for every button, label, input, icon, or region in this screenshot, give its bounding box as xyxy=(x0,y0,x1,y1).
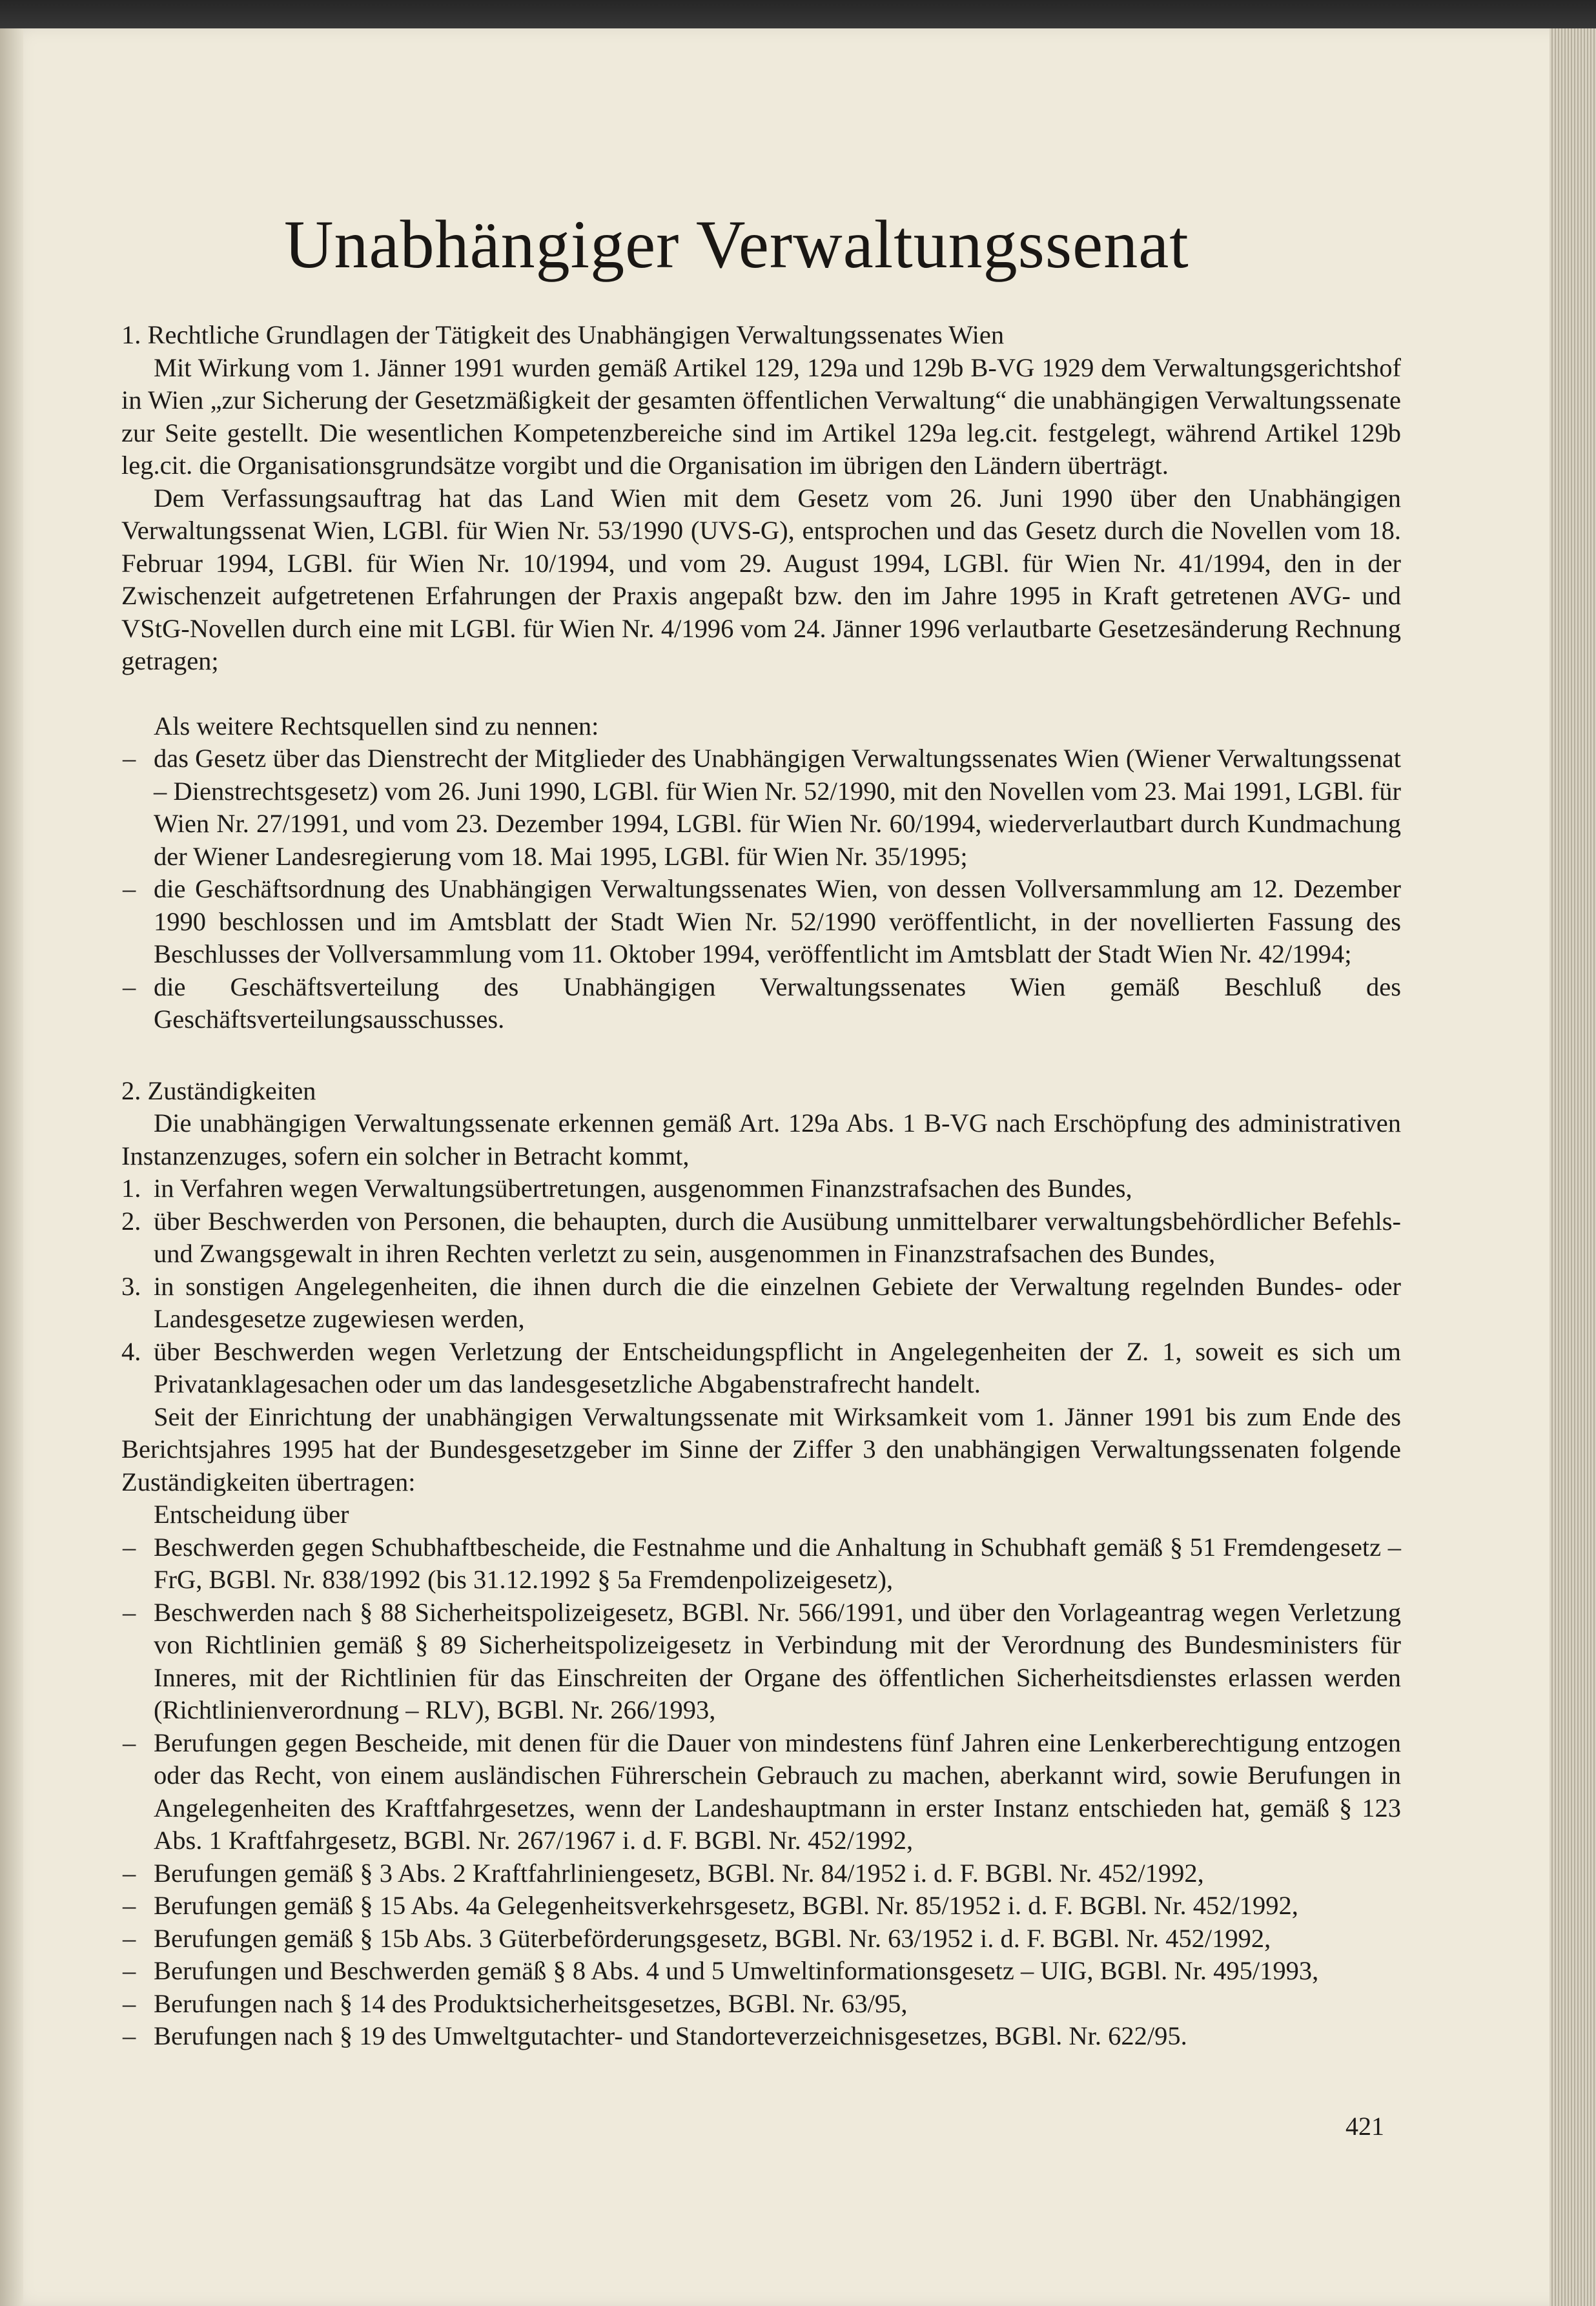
section-1-paragraph-2: Dem Verfassungsauftrag hat das Land Wien mit dem Gesetz vom 26. Juni 1990 über den Unabhängigen Verwaltungssenat Wien, LGBl. für Wien Nr. 53/1990 (UVS-G), entsprochen und das Gesetz durch die Novellen vom 18. Februar 1994, LGBl. für Wien Nr. 10/1994, und vom 29. August 1994, LGBl. für Wien Nr. 41/1994, den in der Zwischenzeit aufgetretenen Erfahrungen der Praxis angepaßt bzw. den im Jahre 1995 in Kraft getretenen AVG- und VStG-Novellen durch eine mit LGBl. für Wien Nr. 4/1996 vom 24. Jänner 1996 verlautbarte Gesetzesänderung Rechnung getragen; xyxy=(121,483,1401,675)
spacer xyxy=(121,678,1401,710)
list-item-text: in Verfahren wegen Verwaltungsübertretungen, ausgenommen Finanzstrafsachen des Bundes, xyxy=(154,1174,1132,1203)
list-item xyxy=(121,1597,1401,1727)
legal-sources-list xyxy=(121,742,1401,1036)
dash-marker: – xyxy=(123,1988,136,2018)
page-content xyxy=(121,319,1401,2053)
page-edge xyxy=(1550,28,1596,2306)
dash-marker: – xyxy=(123,1597,136,1627)
section-2-paragraph-2: Seit der Einrichtung der unabhängigen Verwaltungssenate mit Wirksamkeit vom 1. Jänner 1991 bis zum Ende des Berichtsjahres 1995 hat der Bundesgesetzgeber im Sinne der Ziffer 3 den unabhängigen Verwaltungssenaten folgende Zuständigkeiten übertragen: xyxy=(121,1402,1401,1496)
list-item-text: Berufungen gemäß § 3 Abs. 2 Kraftfahrliniengesetz, BGBl. Nr. 84/1952 i. d. F. BGBl. Nr. 452/1992, xyxy=(154,1858,1204,1888)
list-item-text: das Gesetz über das Dienstrecht der Mitglieder des Unabhängigen Verwaltungssenates Wien (Wiener Verwaltungssenat – Dienstrechtsgesetz) vom 26. Juni 1990, LGBl. für Wien Nr. 52/1990, mit den Novellen vom 23. Mai 1991, LGBl. für Wien Nr. 27/1991, und vom 23. Dezember 1994, LGBl. für Wien Nr. 60/1994, wiederverlautbart durch Kundmachung der Wiener Landesregierung vom 18. Mai 1995, LGBl. für Wien Nr. 35/1995; xyxy=(154,744,1401,871)
dash-marker: – xyxy=(123,1956,136,1985)
dash-marker: – xyxy=(123,1891,136,1920)
number-marker: 4. xyxy=(121,1336,141,1366)
list-item xyxy=(121,2020,1401,2053)
number-marker: 3. xyxy=(121,1271,141,1301)
list-item-text: Berufungen nach § 14 des Produktsicherheitsgesetzes, BGBl. Nr. 63/95, xyxy=(154,1988,908,2018)
list-item xyxy=(121,1270,1401,1336)
spacer xyxy=(121,1036,1401,1075)
dash-marker: – xyxy=(123,972,136,1001)
list-item xyxy=(121,1988,1401,2021)
section-1-paragraph-1: Mit Wirkung vom 1. Jänner 1991 wurden gemäß Artikel 129, 129a und 129b B-VG 1929 dem Verwaltungsgerichtshof in Wien „zur Sicherung der Gesetzmäßigkeit der gesamten öffentlichen Verwaltung“ die unabhängigen Verwaltungssenate zur Seite gestellt. Die wesentlichen Kompetenzbereiche sind im Artikel 129a leg.cit. festgelegt, während Artikel 129b leg.cit. die Organisationsgrundsätze vorgibt und die Organisation im übrigen den Ländern überträgt. xyxy=(121,352,1401,480)
list-item xyxy=(121,971,1401,1036)
list-item xyxy=(121,1955,1401,1988)
list-item-text: Beschwerden gegen Schubhaftbescheide, die Festnahme und die Anhaltung in Schubhaft gemäß § 51 Fremdengesetz – FrG, BGBl. Nr. 838/1992 (bis 31.12.1992 § 5a Fremdenpolizeigesetz), xyxy=(154,1532,1401,1594)
list-item xyxy=(121,1923,1401,1955)
dash-marker: – xyxy=(123,874,136,903)
book-gutter xyxy=(0,28,23,2306)
list-item-text: Berufungen nach § 19 des Umweltgutachter- und Standorteverzeichnisgesetzes, BGBl. Nr. 622/95. xyxy=(154,2021,1187,2050)
page-title: Unabhängiger Verwaltungssenat xyxy=(284,207,1189,282)
list-item xyxy=(121,1890,1401,1923)
section-2-heading: 2. Zuständigkeiten xyxy=(121,1076,316,1105)
list-item-text: Berufungen gemäß § 15b Abs. 3 Güterbeförderungsgesetz, BGBl. Nr. 63/1952 i. d. F. BGBl. Nr. 452/1992, xyxy=(154,1923,1271,1953)
section-2-paragraph-3: Entscheidung über xyxy=(154,1500,349,1529)
number-marker: 2. xyxy=(121,1206,141,1236)
dash-marker: – xyxy=(123,1858,136,1888)
section-2-paragraph-1: Die unabhängigen Verwaltungssenate erkennen gemäß Art. 129a Abs. 1 B-VG nach Erschöpfung des administrativen Instanzenzuges, sofern ein solcher in Betracht kommt, xyxy=(121,1108,1401,1170)
dash-marker: – xyxy=(123,1923,136,1953)
section-1-heading: 1. Rechtliche Grundlagen der Tätigkeit des Unabhängigen Verwaltungssenates Wien xyxy=(121,320,1005,349)
section-1-paragraph-3: Als weitere Rechtsquellen sind zu nennen: xyxy=(154,711,599,740)
list-item xyxy=(121,1531,1401,1597)
dash-marker: – xyxy=(123,744,136,773)
list-item-text: die Geschäftsordnung des Unabhängigen Verwaltungssenates Wien, von dessen Vollversammlung am 12. Dezember 1990 beschlossen und im Amtsblatt der Stadt Wien Nr. 52/1990 veröffentlicht, in der novellierten Fassung des Beschlusses der Vollversammlung vom 11. Oktober 1994, veröffentlicht im Amtsblatt der Stadt Wien Nr. 42/1994; xyxy=(154,874,1401,968)
list-item-text: in sonstigen Angelegenheiten, die ihnen durch die die einzelnen Gebiete der Verwaltung regelnden Bundes- oder Landesgesetze zugewiesen werden, xyxy=(154,1271,1401,1333)
page-number: 421 xyxy=(1345,2112,1384,2141)
dash-marker: – xyxy=(123,1532,136,1562)
list-item-text: Berufungen gegen Bescheide, mit denen für die Dauer von mindestens fünf Jahren eine Lenkerberechtigung entzogen oder das Recht, von einem ausländischen Führerschein Gebrauch zu machen, aberkannt wird, sowie Berufungen in Angelegenheiten des Kraftfahrgesetzes, wenn der Landeshauptmann in erster Instanz entschieden hat, gemäß § 123 Abs. 1 Kraftfahrgesetz, BGBl. Nr. 267/1967 i. d. F. BGBl. Nr. 452/1992, xyxy=(154,1728,1401,1855)
number-marker: 1. xyxy=(121,1174,141,1203)
list-item xyxy=(121,742,1401,873)
dash-marker: – xyxy=(123,2021,136,2050)
list-item xyxy=(121,1336,1401,1401)
list-item-text: die Geschäftsverteilung des Unabhängigen Verwaltungssenates Wien gemäß Beschluß des Geschäftsverteilungsausschusses. xyxy=(154,972,1401,1034)
list-item xyxy=(121,1172,1401,1205)
list-item xyxy=(121,1727,1401,1857)
list-item xyxy=(121,873,1401,971)
list-item-text: Berufungen gemäß § 15 Abs. 4a Gelegenheitsverkehrsgesetz, BGBl. Nr. 85/1952 i. d. F. BGBl. Nr. 452/1992, xyxy=(154,1891,1298,1920)
list-item xyxy=(121,1857,1401,1890)
dash-marker: – xyxy=(123,1728,136,1757)
assigned-competences-list xyxy=(121,1531,1401,2053)
list-item-text: Beschwerden nach § 88 Sicherheitspolizeigesetz, BGBl. Nr. 566/1991, und über den Vorlageantrag wegen Verletzung von Richtlinien gemäß § 89 Sicherheitspolizeigesetz in Verbindung mit der Verordnung des Bundesministers für Inneres, mit der Richtlinien für das Einschreiten der Organe des öffentlichen Sicherheitsdienstes erlassen werden (Richtlinienverordnung – RLV), BGBl. Nr. 266/1993, xyxy=(154,1597,1401,1724)
list-item xyxy=(121,1205,1401,1270)
list-item-text: über Beschwerden wegen Verletzung der Entscheidungspflicht in Angelegenheiten der Z. 1, soweit es sich um Privatanklagesachen oder um das landesgesetzliche Abgabenstrafrecht handelt. xyxy=(154,1336,1401,1398)
competence-list xyxy=(121,1172,1401,1401)
list-item-text: Berufungen und Beschwerden gemäß § 8 Abs. 4 und 5 Umweltinformationsgesetz – UIG, BGBl. Nr. 495/1993, xyxy=(154,1956,1319,1985)
list-item-text: über Beschwerden von Personen, die behaupten, durch die Ausübung unmittelbarer verwaltungsbehördlicher Befehls- und Zwangsgewalt in ihren Rechten verletzt zu sein, ausgenommen in Finanzstrafsachen des Bundes, xyxy=(154,1206,1401,1268)
